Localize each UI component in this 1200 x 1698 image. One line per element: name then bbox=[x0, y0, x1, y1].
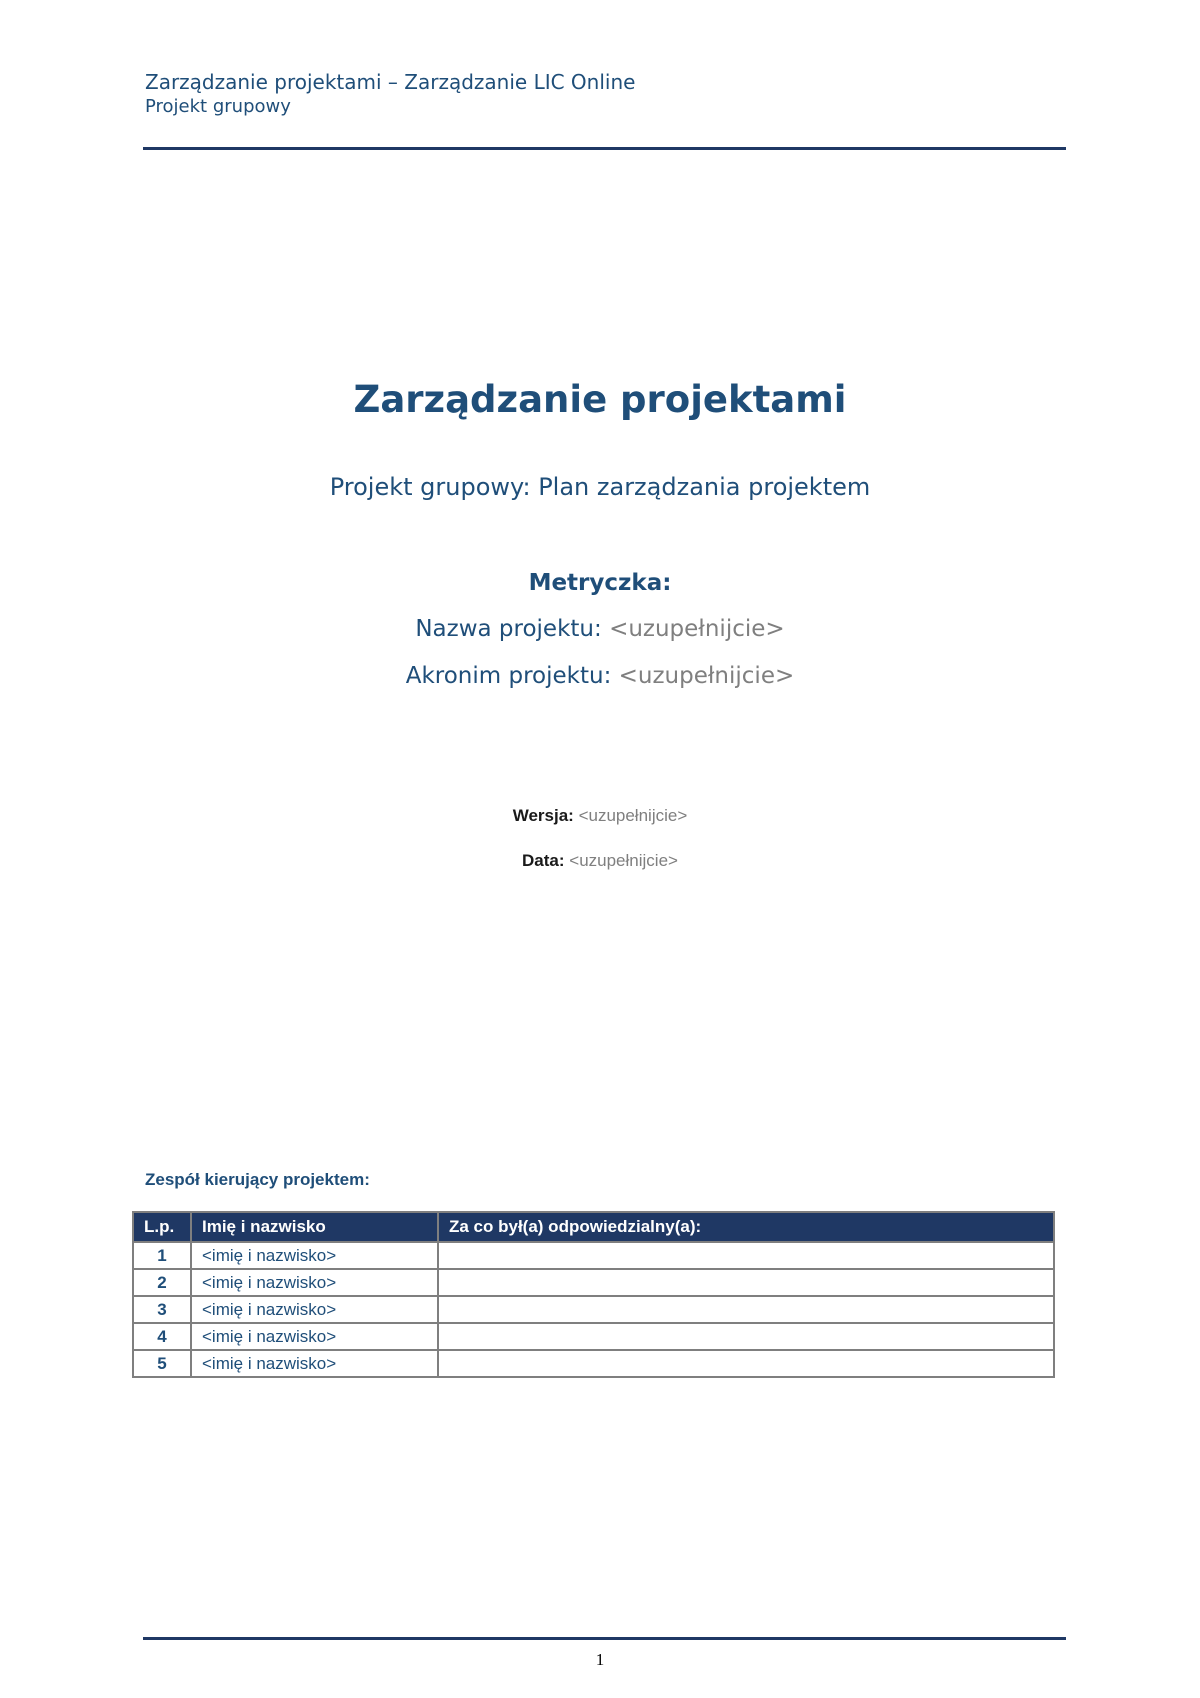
table-row bbox=[133, 1242, 1054, 1269]
project-name-label: Nazwa projektu: bbox=[415, 616, 602, 642]
row-lp: 3 bbox=[133, 1296, 191, 1323]
project-acronym-label: Akronim projektu: bbox=[405, 663, 612, 689]
row-responsibility bbox=[438, 1323, 1054, 1350]
project-acronym-value: <uzupełnijcie> bbox=[618, 663, 795, 689]
table-row bbox=[133, 1269, 1054, 1296]
row-name: <imię i nazwisko> bbox=[191, 1269, 438, 1296]
table-row bbox=[133, 1296, 1054, 1323]
row-lp: 2 bbox=[133, 1269, 191, 1296]
column-header-responsibility: Za co był(a) odpowiedzialny(a): bbox=[438, 1212, 1054, 1242]
page-number: 1 bbox=[595, 1650, 605, 1669]
project-name-line bbox=[0, 616, 1200, 642]
table-row bbox=[133, 1323, 1054, 1350]
header-subtitle: Projekt grupowy bbox=[145, 96, 291, 117]
date-value: <uzupełnijcie> bbox=[569, 851, 678, 870]
project-acronym-line bbox=[0, 663, 1200, 689]
project-name-value: <uzupełnijcie> bbox=[609, 616, 785, 642]
version-label: Wersja: bbox=[512, 806, 574, 825]
version-line bbox=[0, 806, 1200, 826]
row-name: <imię i nazwisko> bbox=[191, 1296, 438, 1323]
row-name: <imię i nazwisko> bbox=[191, 1323, 438, 1350]
column-header-lp: L.p. bbox=[133, 1212, 191, 1242]
row-lp: 4 bbox=[133, 1323, 191, 1350]
header-divider bbox=[143, 147, 1066, 150]
team-table-header-row bbox=[133, 1212, 1054, 1242]
team-heading: Zespół kierujący projektem: bbox=[145, 1170, 370, 1189]
row-responsibility bbox=[438, 1296, 1054, 1323]
header-title: Zarządzanie projektami – Zarządzanie LIC Online bbox=[145, 70, 636, 94]
row-name: <imię i nazwisko> bbox=[191, 1350, 438, 1377]
date-label: Data: bbox=[522, 851, 565, 870]
row-responsibility bbox=[438, 1269, 1054, 1296]
table-row bbox=[133, 1350, 1054, 1377]
row-name: <imię i nazwisko> bbox=[191, 1242, 438, 1269]
row-responsibility bbox=[438, 1242, 1054, 1269]
document-subtitle: Projekt grupowy: Plan zarządzania projektem bbox=[329, 473, 871, 501]
row-lp: 1 bbox=[133, 1242, 191, 1269]
document-title: Zarządzanie projektami bbox=[353, 378, 847, 421]
version-value: <uzupełnijcie> bbox=[578, 806, 688, 825]
row-lp: 5 bbox=[133, 1350, 191, 1377]
team-table bbox=[132, 1211, 1055, 1378]
row-responsibility bbox=[438, 1350, 1054, 1377]
metadata-heading: Metryczka: bbox=[528, 570, 672, 596]
column-header-name: Imię i nazwisko bbox=[191, 1212, 438, 1242]
footer-divider bbox=[143, 1637, 1066, 1640]
date-line bbox=[0, 851, 1200, 871]
